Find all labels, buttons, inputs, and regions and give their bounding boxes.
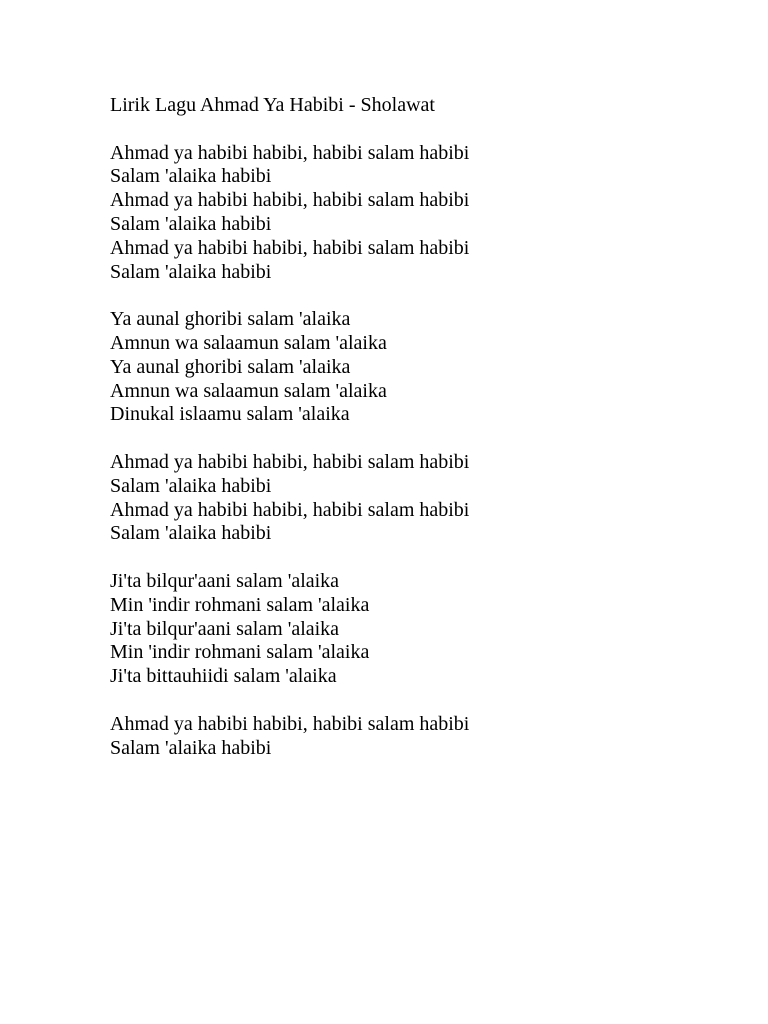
lyric-line: Ya aunal ghoribi salam 'alaika — [110, 308, 351, 331]
lyric-line: Ahmad ya habibi habibi, habibi salam habibi — [110, 141, 470, 164]
stanza — [110, 451, 730, 546]
lyric-line: Salam 'alaika habibi — [110, 522, 272, 545]
lyric-line: Salam 'alaika habibi — [110, 474, 272, 497]
lyric-line: Ahmad ya habibi habibi, habibi salam habibi — [110, 450, 470, 473]
lyric-line: Ahmad ya habibi habibi, habibi salam habibi — [110, 236, 470, 259]
lyric-line: Ahmad ya habibi habibi, habibi salam habibi — [110, 189, 470, 212]
stanza — [110, 570, 730, 689]
document-title: Lirik Lagu Ahmad Ya Habibi - Sholawat — [110, 94, 435, 116]
document-body — [110, 94, 730, 760]
stanza — [110, 308, 730, 427]
lyric-line: Amnun wa salaamun salam 'alaika — [110, 379, 387, 402]
lyric-line: Amnun wa salaamun salam 'alaika — [110, 331, 387, 354]
lyric-line: Salam 'alaika habibi — [110, 260, 272, 283]
lyric-line: Ya aunal ghoribi salam 'alaika — [110, 355, 351, 378]
stanza — [110, 713, 730, 761]
lyric-line: Min 'indir rohmani salam 'alaika — [110, 641, 370, 664]
lyric-line: Ji'ta bilqur'aani salam 'alaika — [110, 617, 340, 640]
lyric-line: Min 'indir rohmani salam 'alaika — [110, 593, 370, 616]
lyric-line: Salam 'alaika habibi — [110, 212, 272, 235]
lyric-line: Ji'ta bittauhiidi salam 'alaika — [110, 665, 337, 688]
stanza — [110, 142, 730, 285]
lyric-line: Dinukal islaamu salam 'alaika — [110, 403, 350, 426]
lyric-line: Salam 'alaika habibi — [110, 736, 272, 759]
lyric-line: Ji'ta bilqur'aani salam 'alaika — [110, 569, 340, 592]
lyric-line: Salam 'alaika habibi — [110, 165, 272, 188]
lyric-line: Ahmad ya habibi habibi, habibi salam habibi — [110, 712, 470, 735]
lyric-line: Ahmad ya habibi habibi, habibi salam habibi — [110, 498, 470, 521]
